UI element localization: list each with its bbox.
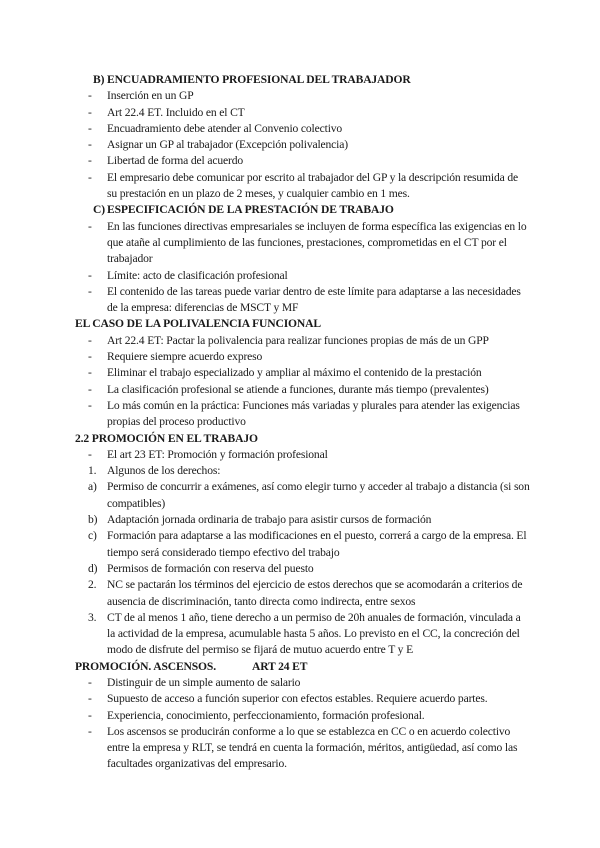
bullet-dash: - <box>88 398 92 412</box>
list-item: 3. CT de al menos 1 año, tiene derecho a un permiso de 20h anuales de formación, vinculada a la actividad de la empresa, acumulable hasta 5 años. Lo previsto en el CC, la concreción del modo de disfrute del permiso se fijará de mutuo acuerdo entre T y E <box>88 610 521 657</box>
heading-promocion: 2.2 PROMOCIÓN EN EL TRABAJO <box>75 431 258 445</box>
bullet-dash: - <box>88 708 92 722</box>
list-item: - Lo más común en la práctica: Funciones más variadas y plurales para atender las exigencias propias del proceso productivo <box>88 398 520 429</box>
bullet-dash: - <box>88 219 92 233</box>
bullet-dash: - <box>88 724 92 738</box>
heading-text: ESPECIFICACIÓN DE LA PRESTACIÓN DE TRABAJO <box>107 203 394 217</box>
bullet-dash: - <box>88 382 92 396</box>
list-item: d) Permisos de formación con reserva del puesto <box>0 561 600 577</box>
list-item: - En las funciones directivas empresariales se incluyen de forma específica las exigencias en lo que atañe al cumplimiento de las funciones, prestaciones, comprometidas en el CT por el trabajador <box>88 219 527 266</box>
bullet-dash: - <box>88 675 92 689</box>
list-marker: c) <box>88 529 97 543</box>
bullet-dash: - <box>88 333 92 347</box>
list-item: - Experiencia, conocimiento, perfeccionamiento, formación profesional. <box>0 708 600 724</box>
list-item: - El contenido de las tareas puede variar dentro de este límite para adaptarse a las necesidades de la empresa: diferencias de MSCT y MF <box>88 284 521 315</box>
list-item: b) Adaptación jornada ordinaria de trabajo para asistir cursos de formación <box>0 512 600 528</box>
list-item: - Art 22.4 ET. Incluido en el CT <box>0 105 600 121</box>
list-item: a) Permiso de concurrir a exámenes, así como elegir turno y acceder al trabajo a distancia (si son compatibles) <box>88 480 530 510</box>
bullet-dash: - <box>88 366 92 380</box>
list-item: - Límite: acto de clasificación profesional <box>0 268 600 284</box>
list-marker: 1. <box>88 464 97 478</box>
list-item: - Supuesto de acceso a función superior con efectos estables. Requiere acuerdo partes. <box>0 691 600 707</box>
list-marker: 3. <box>88 610 97 624</box>
bullet-dash: - <box>88 268 92 282</box>
heading-ascensos <box>0 659 600 675</box>
bullet-dash: - <box>88 692 92 706</box>
list-item: - Eliminar el trabajo especializado y ampliar al máximo el contenido de la prestación <box>0 365 600 381</box>
heading-encuadramiento <box>0 72 600 88</box>
bullet-dash: - <box>88 89 92 103</box>
list-marker: b) <box>88 513 98 527</box>
bullet-dash: - <box>88 121 92 135</box>
document-page <box>0 72 600 773</box>
heading-text: ENCUADRAMIENTO PROFESIONAL DEL TRABAJADOR <box>107 73 411 86</box>
list-item: - Encuadramiento debe atender al Convenio colectivo <box>0 121 600 137</box>
bullet-dash: - <box>88 138 92 152</box>
heading-text: PROMOCIÓN. ASCENSOS. <box>75 659 216 673</box>
bullet-dash: - <box>88 170 92 184</box>
heading-especificacion <box>0 202 600 218</box>
bullet-dash: - <box>88 284 92 298</box>
list-item: - Inserción en un GP <box>0 88 600 104</box>
heading-marker: C) <box>93 203 105 217</box>
list-marker: a) <box>88 480 97 494</box>
list-item: - Requiere siempre acuerdo expreso <box>0 349 600 365</box>
list-item: c) Formación para adaptarse a las modificaciones en el puesto, correrá a cargo de la empresa. El tiempo será considerado tiempo efectivo del trabajo <box>88 529 527 559</box>
list-item: - Art 22.4 ET: Pactar la polivalencia para realizar funciones propias de más de un GPP <box>0 333 600 349</box>
list-item: - El empresario debe comunicar por escrito al trabajador del GP y la descripción resumida de su prestación en un plazo de 2 meses, y cualquier cambio en 1 mes. <box>88 170 519 201</box>
list-item: - El art 23 ET: Promoción y formación profesional <box>0 447 600 463</box>
list-item: 2. NC se pactarán los términos del ejercicio de estos derechos que se acomodarán a criterios de ausencia de discriminación, tanto directa como indirecta, entre sexos <box>88 578 523 608</box>
list-item: - Distinguir de un simple aumento de salario <box>0 675 600 691</box>
bullet-dash: - <box>88 154 92 168</box>
list-marker: - <box>88 447 92 461</box>
list-item: 1. Algunos de los derechos: <box>0 463 600 479</box>
list-item: - Los ascensos se producirán conforme a lo que se establezca en CC o en acuerdo colectivo entre la empresa y RLT, se tendrá en cuenta la formación, méritos, antigüedad, así como las facultades organizativas del empresario. <box>88 724 518 771</box>
list-marker: 2. <box>88 578 97 592</box>
heading-polivalencia: EL CASO DE LA POLIVALENCIA FUNCIONAL <box>75 317 321 331</box>
bullet-dash: - <box>88 105 92 119</box>
list-item: - La clasificación profesional se atiende a funciones, durante más tiempo (prevalentes) <box>0 382 600 398</box>
heading-marker: B) <box>93 73 105 86</box>
list-item: - Libertad de forma del acuerdo <box>0 153 600 169</box>
heading-article: ART 24 ET <box>251 659 308 673</box>
bullet-dash: - <box>88 350 92 364</box>
list-marker: d) <box>88 561 98 575</box>
list-item: - Asignar un GP al trabajador (Excepción polivalencia) <box>0 137 600 153</box>
